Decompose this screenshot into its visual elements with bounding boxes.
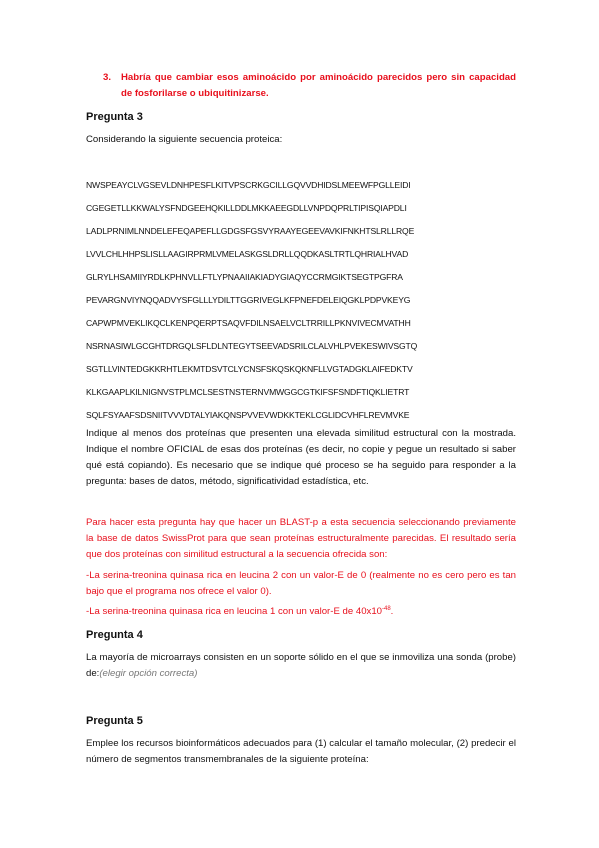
list-number: 3. bbox=[103, 72, 112, 83]
answer-text: -La serina-treonina quinasa rica en leucina 1 con un valor-E de 40x10 bbox=[86, 606, 382, 617]
exponent: -48 bbox=[382, 605, 391, 612]
question-text bbox=[86, 650, 516, 682]
sequence-line: CGEGETLLKKWALYSFNDGEEHQKILLDDLMKKAEEGDLLVNPDQPRLTIPISQIAPDLI bbox=[86, 203, 407, 213]
sequence-line: SQLFSYAAFSDSNIITVVVDTALYIAKQNSPVVEVWDKKTEKLCGLIDCVHFLREVMVKE bbox=[86, 410, 410, 420]
option-hint: (elegir opción correcta) bbox=[99, 668, 198, 679]
answer-intro: Para hacer esta pregunta hay que hacer un BLAST-p a esta secuencia seleccionando previamente la base de datos SwissProt para que sean proteínas estructuralmente parecidas. El resultado sería que dos proteínas con similitud estructural a la secuencia ofrecida son: bbox=[86, 517, 516, 560]
heading-pregunta-5: Pregunta 5 bbox=[86, 715, 143, 727]
sequence-line: LADLPRNIMLNNDELEFEQAPEFLLGDGSFGSVYRAAYEGEEVAVKIFNKHTSLRLLRQE bbox=[86, 226, 415, 236]
heading-pregunta-3: Pregunta 3 bbox=[86, 111, 143, 123]
question-text: Indique al menos dos proteínas que presenten una elevada similitud estructural con la mostrada. Indique el nombre OFICIAL de esas dos proteínas (es decir, no copie y pegue un resultado si saber qué está copiando). Es necesario que se indique qué proceso se ha seguido para responder a la pregunta: bases de datos, método, significatividad estadística, etc. bbox=[86, 428, 516, 487]
sequence-line: LVVLCHLHHPSLISLLAAGIRPRMLVMELASKGSLDRLLQQDKASLTRTLQHRIALHVAD bbox=[86, 249, 409, 259]
sequence-line: NWSPEAYCLVGSEVLDNHPESFLKITVPSCRKGCILLGQVVDHIDSLMEEWFPGLLEIDI bbox=[86, 180, 411, 190]
answer-end: . bbox=[390, 606, 394, 617]
question-body: La mayoría de microarrays consisten en un soporte sólido en el que se inmoviliza una sonda (probe) de: bbox=[86, 652, 516, 679]
answer-item: -La serina-treonina quinasa rica en leucina 2 con un valor-E de 0 (realmente no es cero pero es tan bajo que el programa nos ofrece el valor 0). bbox=[86, 570, 516, 597]
heading-pregunta-4: Pregunta 4 bbox=[86, 629, 143, 641]
sequence-intro: Considerando la siguiente secuencia proteica: bbox=[86, 134, 283, 145]
sequence-line: KLKGAAPLKILNIGNVSTPLMCLSESTNSTERNVMWGGCGTKIFSFSNDFTIQKLIETRT bbox=[86, 387, 410, 397]
sequence-line: CAPWPMVEKLIKQCLKENPQERPTSAQVFDILNSAELVCLTRRILLPKNVIVECMVATHH bbox=[86, 318, 411, 328]
answer-item bbox=[86, 604, 516, 620]
question-text: Emplee los recursos bioinformáticos adecuados para (1) calcular el tamaño molecular, (2) predecir el número de segmentos transmembranales de la siguiente proteína: bbox=[86, 738, 516, 765]
sequence-line: NSRNASIWLGCGHTDRGQLSFLDLNTEGYTSEEVADSRILCLALVHLPVEKESWIVSGTQ bbox=[86, 341, 418, 351]
sequence-line: SGTLLVINTEDGKKRHTLEKMTDSVTCLYCNSFSKQSKQKNFLLVGTADGKLAIFEDKTV bbox=[86, 364, 413, 374]
list-text: Habría que cambiar esos aminoácido por aminoácido parecidos pero sin capacidad de fosforilarse o ubiquitinizarse. bbox=[121, 72, 516, 99]
sequence-line: PEVARGNVIYNQQADVYSFGLLLYDILTTGGRIVEGLKFPNEFDELEIQGKLPDPVKEYG bbox=[86, 295, 411, 305]
sequence-line: GLRYLHSAMIIYRDLKPHNVLLFTLYPNAAIIAKIADYGIAQYCCRMGIKTSEGTPGFRA bbox=[86, 272, 403, 282]
